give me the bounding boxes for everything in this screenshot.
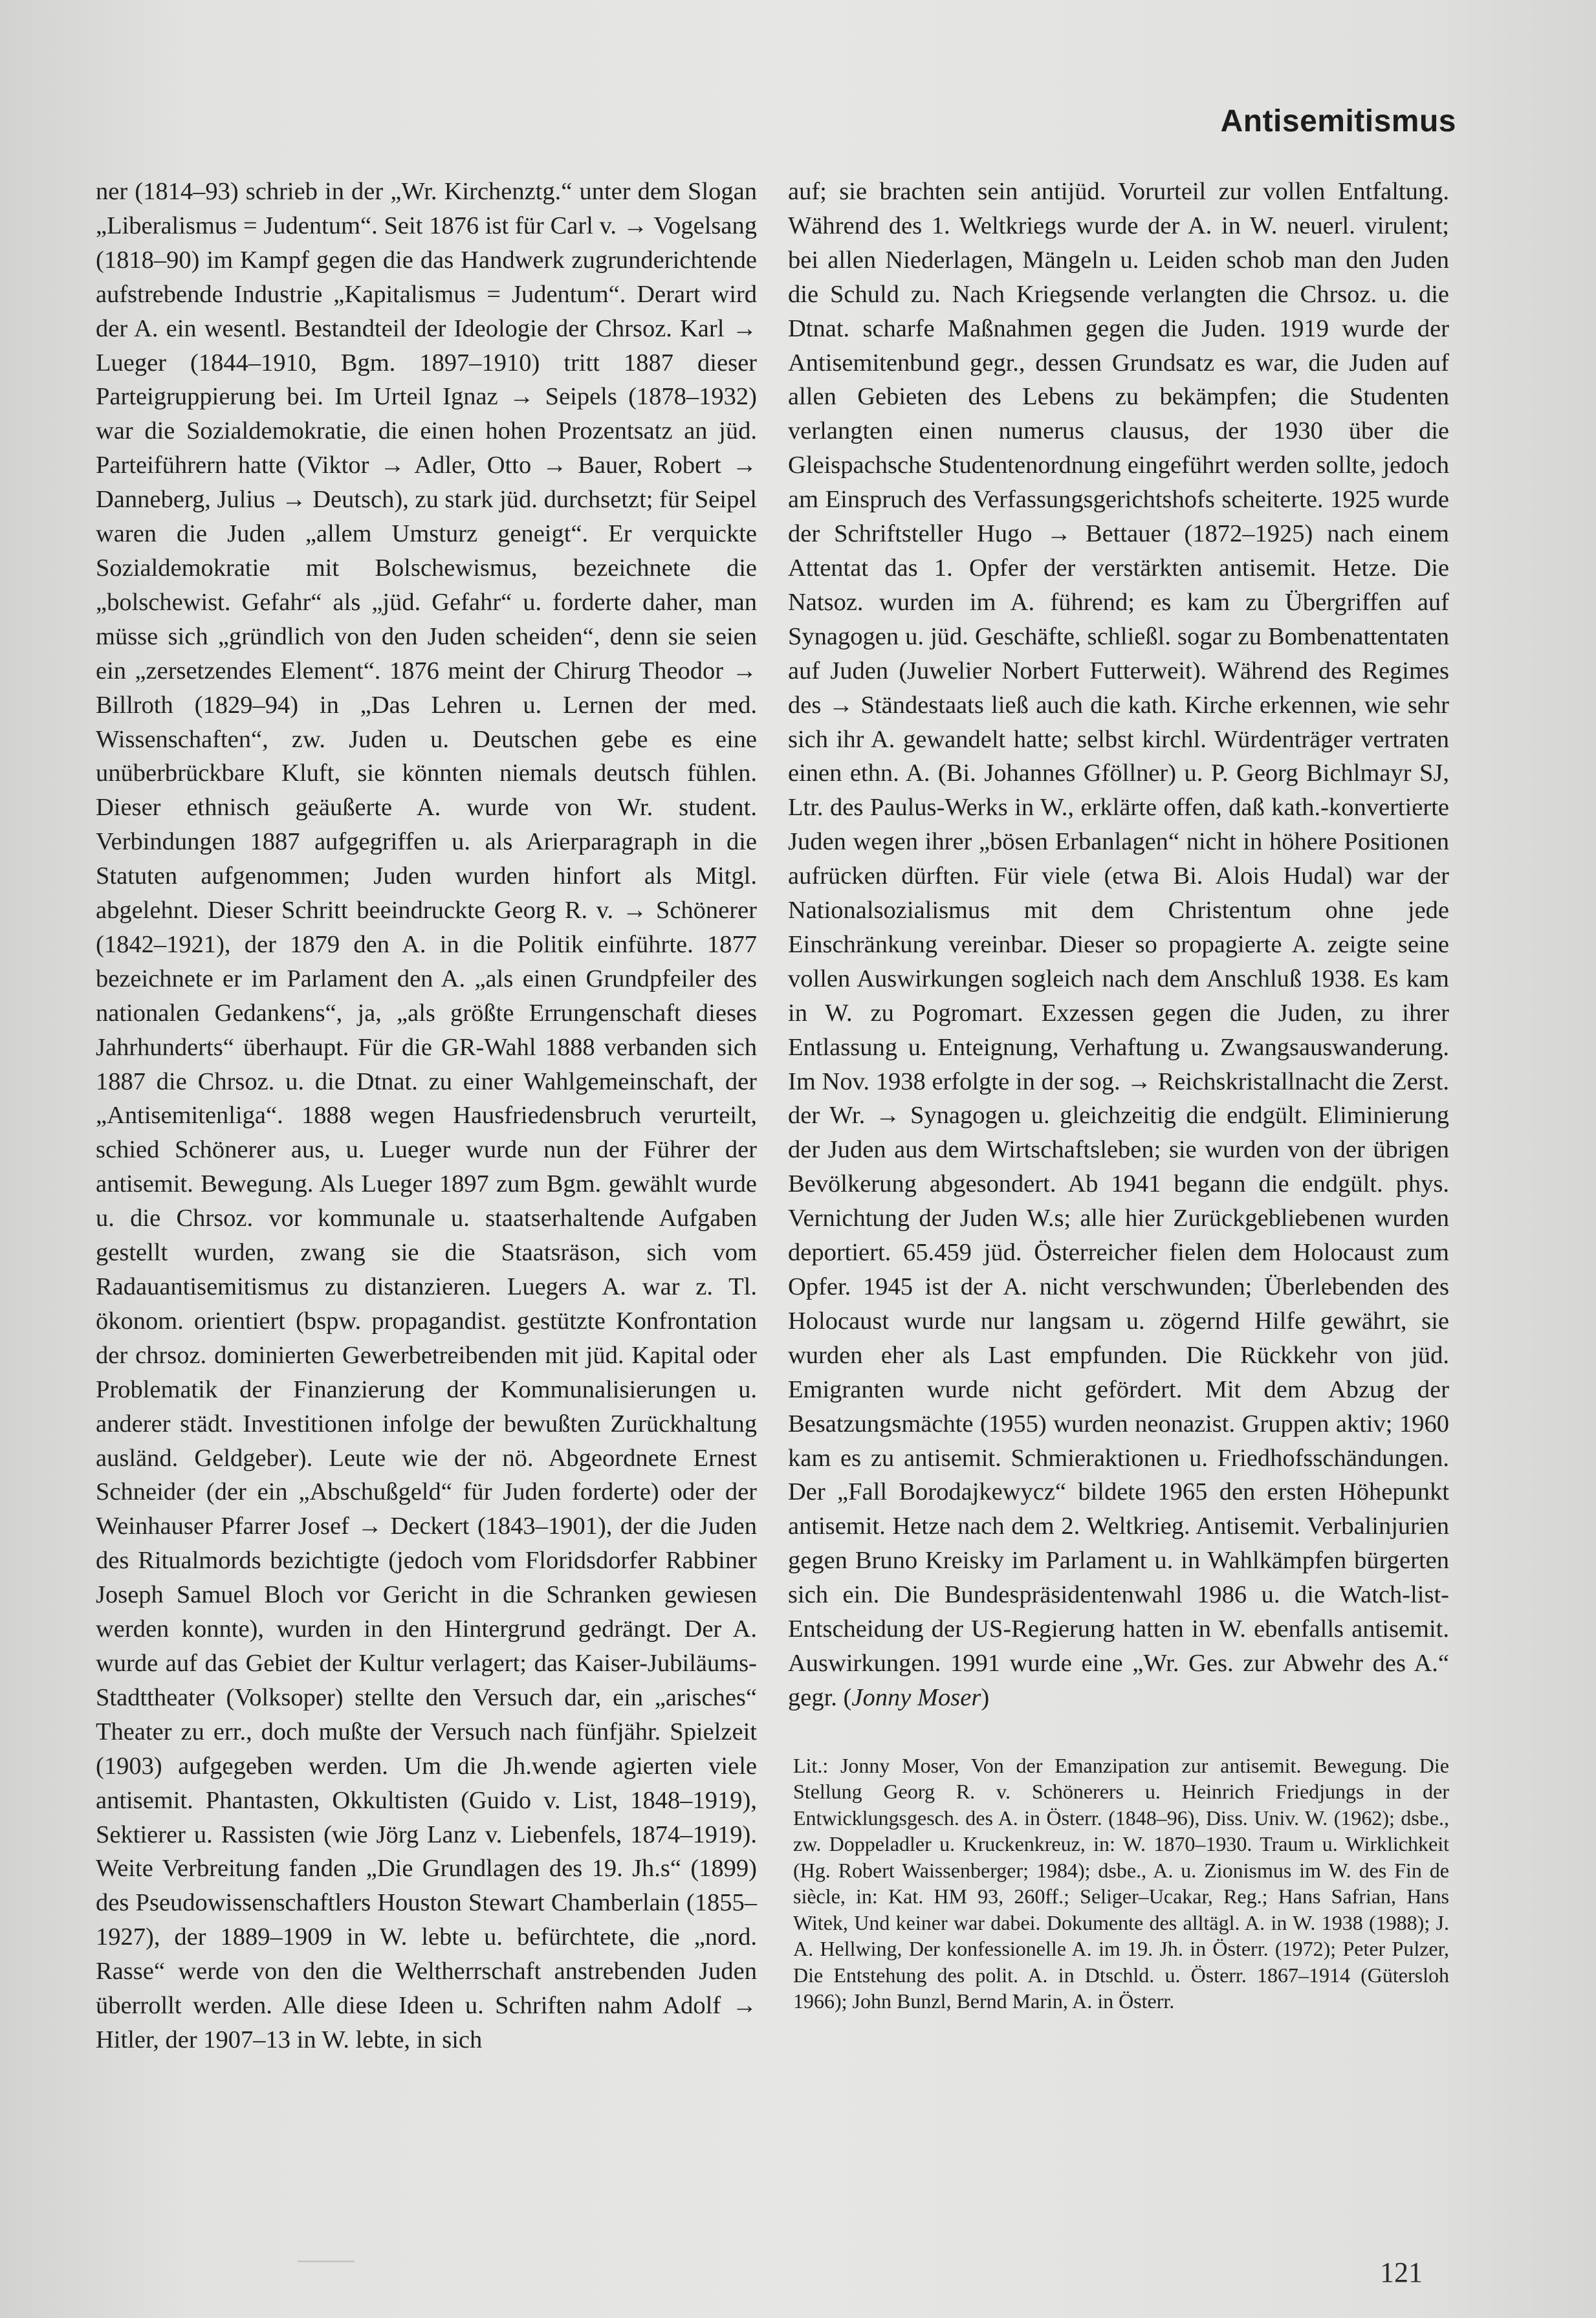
right-column-text: auf; sie brachten sein antijüd. Vorurteil zur vollen Entfaltung. Während des 1. Weltkriegs wurde der A. in W. neuerl. virulent; bei allen Niederlagen, Mängeln u. Leiden schob man den Juden die Schuld zu. Nach Kriegsende verlangten die Chrsoz. u. die Dtnat. scharfe Maßnahmen gegen die Juden. 1919 wurde der Antisemitenbund gegr., dessen Grundsatz es war, die Juden auf allen Gebieten des Lebens zu bekämpfen; die Studenten verlangten einen numerus clausus, der 1930 über die Gleispachsche Studentenordnung eingeführt werden sollte, jedoch am Einspruch des Verfassungsgerichtshofs scheiterte. 1925 wurde der Schriftsteller Hugo → Bettauer (1872–1925) nach einem Attentat das 1. Opfer der verstärkten antisemit. Hetze. Die Natsoz. wurden im A. führend; es kam zu Übergriffen auf Synagogen u. jüd. Geschäfte, schließl. sogar zu Bombenattentaten auf Juden (Juwelier Norbert Futterweit). Während des Regimes des → Ständestaats ließ auch die kath. Kirche erkennen, wie sehr sich ihr A. gewandelt hatte; selbst kirchl. Würdenträger vertraten einen ethn. A. (Bi. Johannes Gföllner) u. P. Georg Bichlmayr SJ, Ltr. des Paulus-Werks in W., erklärte offen, daß kath.-konvertierte Juden wegen ihrer „bösen Erbanlagen“ nicht in höhere Positionen aufrücken dürften. Für viele (etwa Bi. Alois Hudal) war der Nationalsozialismus mit dem Christentum ohne jede Einschränkung vereinbar. Dieser so propagierte A. zeigte seine vollen Auswirkungen sogleich nach dem Anschluß 1938. Es kam in W. zu Pogromart. Exzessen gegen die Juden, zu ihrer Entlassung u. Enteignung, Verhaftung u. Zwangsauswanderung. Im Nov. 1938 erfolgte in der sog. → Reichskristallnacht die Zerst. der Wr. → Synagogen u. gleichzeitig die endgült. Eliminierung der Juden aus dem Wirtschaftsleben; sie wurden von der übrigen Bevölkerung abgesondert. Ab 1941 begann die endgült. phys. Vernichtung der Juden W.s; alle hier Zurückgebliebenen wurden deportiert. 65.459 jüd. Österreicher fielen dem Holocaust zum Opfer. 1945 ist der A. nicht verschwunden; Überlebenden des Holocaust wurde nur langsam u. zögernd Hilfe gewährt, sie wurden eher als Last empfunden. Die Rückkehr von jüd. Emigranten wurde nicht gefördert. Mit dem Abzug der Besatzungsmächte (1955) wurden neonazist. Gruppen aktiv; 1960 kam es zu antisemit. Schmieraktionen u. Friedhofsschändungen. Der „Fall Borodajkewycz“ bildete 1965 den ersten Höhepunkt antisemit. Hetze nach dem 2. Weltkrieg. Antisemit. Verbalinjurien gegen Bruno Kreisky im Parlament u. in Wahlkämpfen bürgerten sich ein. Die Bundespräsidentenwahl 1986 u. die Watch-list-Entscheidung der US-Regierung hatten in W. ebenfalls antisemit. Auswirkungen. 1991 wurde eine „Wr. Ges. zur Abwehr des A.“ gegr. xyxy=(788,178,1449,1711)
article-author: Jonny Moser xyxy=(851,1683,981,1711)
text-column-left xyxy=(96,175,757,2057)
text-column-right: auf; sie brachten sein antijüd. Vorurteil zur vollen Entfaltung. Während des 1. Weltkriegs wurde der A. in W. neuerl. virulent; bei allen Niederlagen, Mängeln u. Leiden schob man den Juden die Schuld zu. Nach Kriegsende verlangten die Chrsoz. u. die Dtnat. scharfe Maßnahmen gegen die Juden. 1919 wurde der Antisemitenbund gegr., dessen Grundsatz es war, die Juden auf allen Gebieten des Lebens zu bekämpfen; die Studenten verlangten einen numerus clausus, der 1930 über die Gleispachsche Studentenordnung eingeführt werden sollte, jedoch am Einspruch des Verfassungsgerichtshofs scheiterte. 1925 wurde der Schriftsteller Hugo → Bettauer (1872–1925) nach einem Attentat das 1. Opfer der verstärkten antisemit. Hetze. Die Natsoz. wurden im A. führend; es kam zu Übergriffen auf Synagogen u. jüd. Geschäfte, schließl. sogar zu Bombenattentaten auf Juden (Juwelier Norbert Futterweit). Während des Regimes des → Ständestaats ließ auch die kath. Kirche erkennen, wie sehr sich ihr A. gewandelt hatte; selbst kirchl. Würdenträger vertraten einen ethn. A. (Bi. Johannes Gföllner) u. P. Georg Bichlmayr SJ, Ltr. des Paulus-Werks in W., erklärte offen, daß kath.-konvertierte Juden wegen ihrer „bösen Erbanlagen“ nicht in höhere Positionen aufrücken dürften. Für viele (etwa Bi. Alois Hudal) war der Nationalsozialismus mit dem Christentum ohne jede Einschränkung vereinbar. Dieser so propagierte A. zeigte seine vollen Auswirkungen sogleich nach dem Anschluß 1938. Es kam in W. zu Pogromart. Exzessen gegen die Juden, zu ihrer Entlassung u. Enteignung, Verhaftung u. Zwangsauswanderung. Im Nov. 1938 erfolgte in der sog. → Reichskristallnacht die Zerst. der Wr. → Synagogen u. gleichzeitig die endgült. Eliminierung der Juden aus dem Wirtschaftsleben; sie wurden von der übrigen Bevölkerung abgesondert. Ab 1941 begann die endgült. phys. Vernichtung der Juden W.s; alle hier Zurückgebliebenen wurden deportiert. 65.459 jüd. Österreicher fielen dem Holocaust zum Opfer. 1945 ist der A. nicht verschwunden; Überlebenden des Holocaust wurde nur langsam u. zögernd Hilfe gewährt, sie wurden eher als Last empfunden. Die Rückkehr von jüd. Emigranten wurde nicht gefördert. Mit dem Abzug der Besatzungsmächte (1955) wurden neonazist. Gruppen aktiv; 1960 kam es zu antisemit. Schmieraktionen u. Friedhofsschändungen. Der „Fall Borodajkewycz“ bildete 1965 den ersten Höhepunkt antisemit. Hetze nach dem 2. Weltkrieg. Antisemit. Verbalinjurien gegen Bruno Kreisky im Parlament u. in Wahlkämpfen bürgerten sich ein. Die Bundespräsidentenwahl 1986 u. die Watch-list-Entscheidung der US-Regierung hatten in W. ebenfalls antisemit. Auswirkungen. 1991 wurde eine „Wr. Ges. zur Abwehr des A.“ gegr. (Jonny Moser) Lit.: Jonny Moser, Von der Emanzipation zur antisemit. Bewegung. Die Stellung Georg R. v. Schönerers u. Heinrich Friedjungs in der Entwicklungsgesch. des A. in Österr. (1848–96), Diss. Univ. W. (1962); dsbe., zw. Doppeladler u. Kruckenkreuz, in: W. 1870–1930. Traum u. Wirklichkeit (Hg. Robert Waissenberger; 1984); dsbe., A. u. Zionismus im W. des Fin de siècle, in: Kat. HM 93, 260ff.; Seliger–Ucakar, Reg.; Hans Safrian, Hans Witek, Und keiner war dabei. Dokumente des alltägl. A. in W. 1938 (1988); J. A. Hellwing, Der konfessionelle A. im 19. Jh. in Österr. (1972); Peter Pulzer, Die Entstehung des polit. A. in Dtschld. u. Österr. 1867–1914 (Gütersloh 1966); John Bunzl, Bernd Marin, A. in Österr. xyxy=(788,175,1449,2015)
left-column-text: ner (1814–93) schrieb in der „Wr. Kirchenztg.“ unter dem Slogan „Liberalismus = Judentum“. Seit 1876 ist für Carl v. → Vogelsang (1818–90) im Kampf gegen die das Handwerk zugrunderichtende aufstrebende Industrie „Kapitalismus = Judentum“. Derart wird der A. ein wesentl. Bestandteil der Ideologie der Chrsoz. Karl → Lueger (1844–1910, Bgm. 1897–1910) tritt 1887 dieser Parteigruppierung bei. Im Urteil Ignaz → Seipels (1878–1932) war die Sozialdemokratie, die einen hohen Prozentsatz an jüd. Parteiführern hatte (Viktor → Adler, Otto → Bauer, Robert → Danneberg, Julius → Deutsch), zu stark jüd. durchsetzt; für Seipel waren die Juden „allem Umsturz geneigt“. Er verquickte Sozialdemokratie mit Bolschewismus, bezeichnete die „bolschewist. Gefahr“ als „jüd. Gefahr“ u. forderte daher, man müsse sich „gründlich von den Juden scheiden“, denn sie seien ein „zersetzendes Element“. 1876 meint der Chirurg Theodor → Billroth (1829–94) in „Das Lehren u. Lernen der med. Wissenschaften“, zw. Juden u. Deutschen gebe es eine unüberbrückbare Kluft, sie könnten niemals deutsch fühlen. Dieser ethnisch geäußerte A. wurde von Wr. student. Verbindungen 1887 aufgegriffen u. als Arierparagraph in die Statuten aufgenommen; Juden wurden hinfort als Mitgl. abgelehnt. Dieser Schritt beeindruckte Georg R. v. → Schönerer (1842–1921), der 1879 den A. in die Politik einführte. 1877 bezeichnete er im Parlament den A. „als einen Grundpfeiler des nationalen Gedankens“, ja, „als größte Errungenschaft dieses Jahrhunderts“ überhaupt. Für die GR-Wahl 1888 verbanden sich 1887 die Chrsoz. u. die Dtnat. zu einer Wahlgemeinschaft, der „Antisemitenliga“. 1888 wegen Hausfriedensbruch verurteilt, schied Schönerer aus, u. Lueger wurde nun der Führer der antisemit. Bewegung. Als Lueger 1897 zum Bgm. gewählt wurde u. die Chrsoz. vor kommunale u. staatserhaltende Aufgaben gestellt wurden, zwang sie die Staatsräson, sich vom Radauantisemitismus zu distanzieren. Luegers A. war z. Tl. ökonom. orientiert (bspw. propagandist. gestützte Konfrontation der chrsoz. dominierten Gewerbetreibenden mit jüd. Kapital oder Problematik der Finanzierung der Kommunalisierungen u. anderer städt. Investitionen infolge der bewußten Zurückhaltung ausländ. Geldgeber). Leute wie der nö. Abgeordnete Ernest Schneider (der ein „Abschußgeld“ für Juden forderte) oder der Weinhauser Pfarrer Josef → Deckert (1843–1901), der die Juden des Ritualmords bezichtigte (jedoch vom Floridsdorfer Rabbiner Joseph Samuel Bloch vor Gericht in die Schranken gewiesen werden konnte), wurden in den Hintergrund gedrängt. Der A. wurde auf das Gebiet der Kultur verlagert; das Kaiser-Jubiläums-Stadttheater (Volksoper) stellte den Versuch dar, ein „arisches“ Theater zu err., doch mußte der Versuch nach fünfjähr. Spielzeit (1903) aufgegeben werden. Um die Jh.wende agierten viele antisemit. Phantasten, Okkultisten (Guido v. List, 1848–1919), Sektierer u. Rassisten (wie Jörg Lanz v. Liebenfels, 1874–1919). Weite Verbreitung fanden „Die Grundlagen des 19. Jh.s“ (1899) des Pseudowissenschaftlers Houston Stewart Chamberlain (1855–1927), der 1889–1909 in W. lebte u. befürchtete, die „nord. Rasse“ werde von den die Weltherrschaft anstrebenden Juden überrollt werden. Alle diese Ideen u. Schriften nahm Adolf → Hitler, der 1907–13 in W. lebte, in sich xyxy=(96,178,757,2053)
running-header-title: Antisemitismus xyxy=(1220,104,1456,138)
page-number: 121 xyxy=(1380,2257,1423,2288)
literature-references: Lit.: Jonny Moser, Von der Emanzipation zur antisemit. Bewegung. Die Stellung Georg R. v. Schönerers u. Heinrich Friedjungs in der Entwicklungsgesch. des A. in Österr. (1848–96), Diss. Univ. W. (1962); dsbe., zw. Doppeladler u. Kruckenkreuz, in: W. 1870–1930. Traum u. Wirklichkeit (Hg. Robert Waissenberger; 1984); dsbe., A. u. Zionismus im W. des Fin de siècle, in: Kat. HM 93, 260ff.; Seliger–Ucakar, Reg.; Hans Safrian, Hans Witek, Und keiner war dabei. Dokumente des alltägl. A. in W. 1938 (1988); J. A. Hellwing, Der konfessionelle A. im 19. Jh. in Österr. (1972); Peter Pulzer, Die Entstehung des polit. A. in Dtschld. u. Österr. 1867–1914 (Gütersloh 1966); John Bunzl, Bernd Marin, A. in Österr. xyxy=(793,1753,1449,2013)
scan-mark xyxy=(298,2260,355,2262)
